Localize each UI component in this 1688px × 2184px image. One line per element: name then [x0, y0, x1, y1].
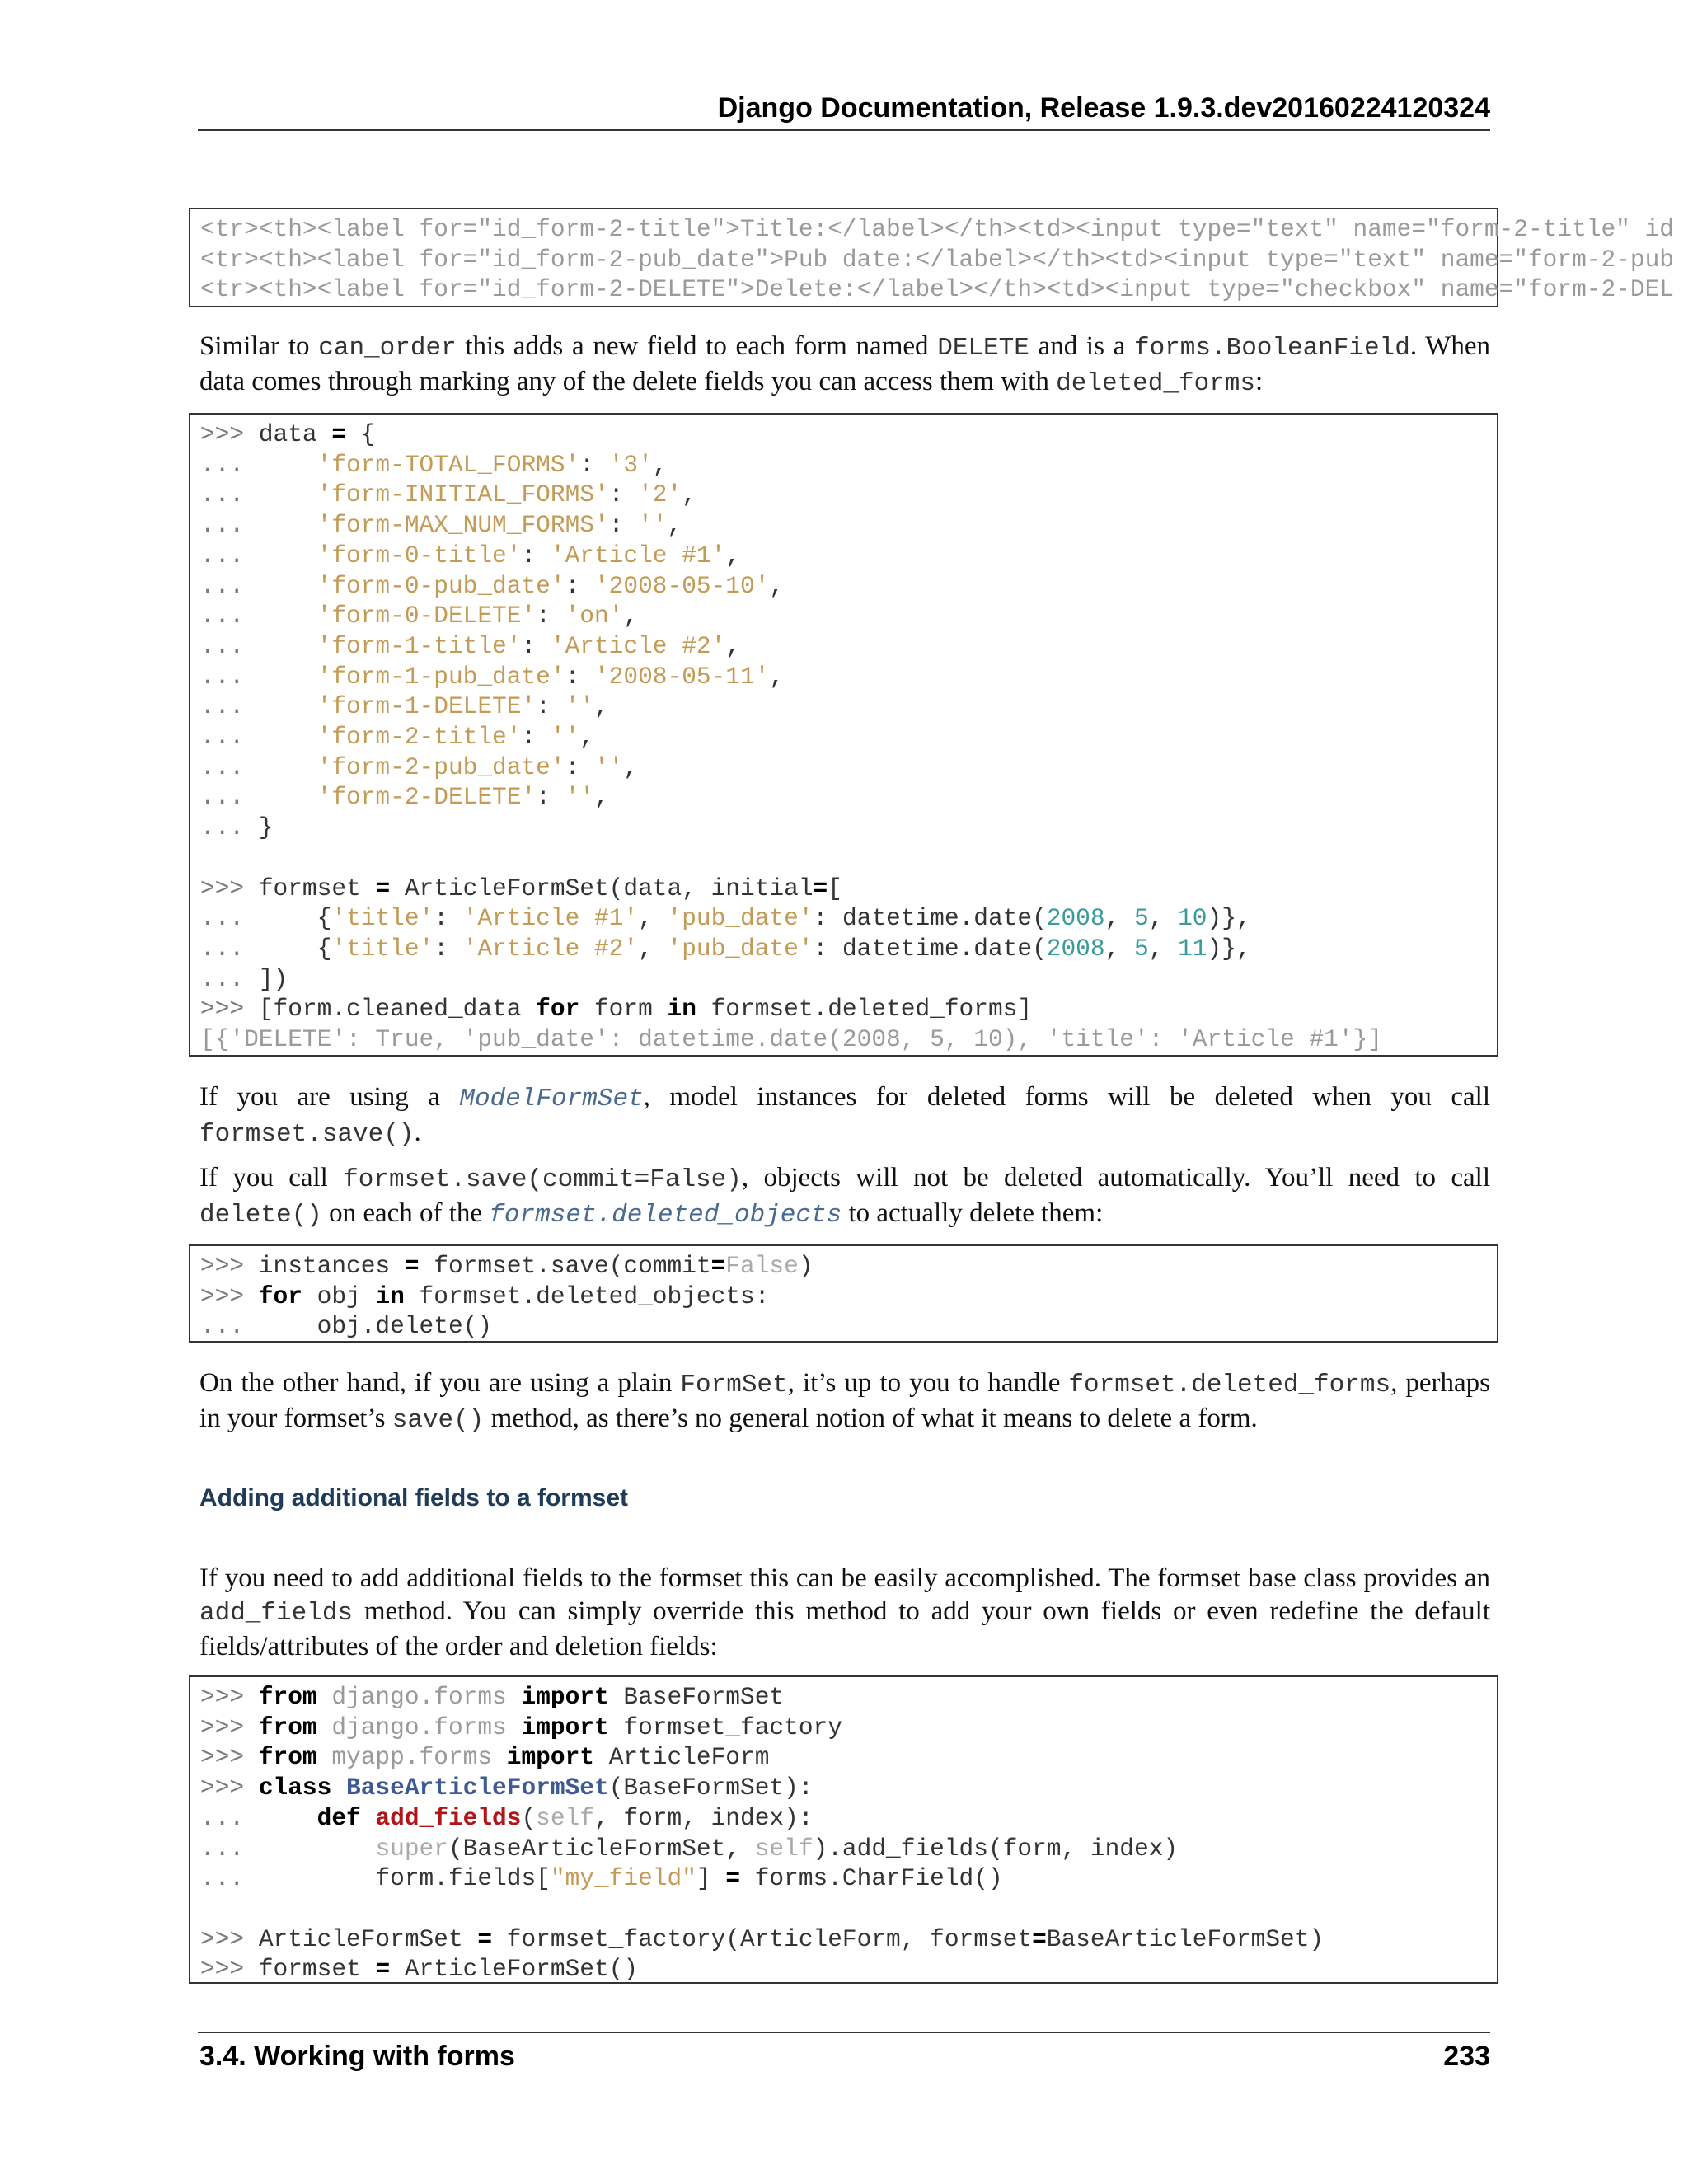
code-line: ... 'form-1-pub_date': '2008-05-11', [200, 662, 785, 691]
code-line: ... 'form-2-DELETE': '', [200, 783, 609, 812]
code-line: ... 'form-1-DELETE': '', [200, 692, 609, 721]
footer-section-title: 3.4. Working with forms [199, 2041, 515, 2072]
code-line: ... 'form-0-pub_date': '2008-05-10', [200, 571, 785, 600]
code-line: <tr><th><label for="id_form-2-title">Title:</label></th><td><input type="text" name="form-2-title" id [200, 215, 1674, 243]
code-line: ... 'form-2-pub_date': '', [200, 752, 639, 781]
code-line: ... 'form-0-DELETE': 'on', [200, 602, 639, 630]
code-line: ... 'form-0-title': 'Article #1', [200, 541, 741, 569]
page-header-title: Django Documentation, Release 1.9.3.dev20160224120324 [717, 92, 1490, 124]
code-block-delete-objects: >>> instances = formset.save(commit=False) >>> for obj in formset.deleted_objects: ... obj.delete() [189, 1244, 1498, 1343]
paragraph-modelformset: If you are using a ModelFormSet, model instances for deleted forms will be deleted when you call formset.save(). [199, 1082, 1490, 1149]
code-block-html-output [189, 208, 1674, 307]
paragraph-deleted-forms: Similar to can_order this adds a new field to each form named DELETE and is a forms.BooleanField. When data comes through marking any of the delete fields you can access them with deleted_forms: [199, 331, 1490, 398]
footer-rule [198, 2032, 1490, 2033]
section-heading: Adding additional fields to a formset [199, 1484, 629, 1511]
code-line: ... 'form-2-title': '', [200, 723, 594, 752]
code-line: ... 'form-TOTAL_FORMS': '3', [200, 450, 668, 479]
code-output: [{'DELETE': True, 'pub_date': datetime.date(2008, 5, 10), 'title': 'Article #1'}] [200, 1025, 1382, 1054]
code-block-formset-data: >>> data = { ... 'form-TOTAL_FORMS': '3', ... 'form-INITIAL_FORMS': '2', ... 'form-MAX_NUM_FORMS': '', ... 'form-0-title': 'Article #1', ... 'form-0-pub_date': '2008-05-10', ... 'form-0-DELETE': 'on', ... 'form-1-title': 'Article #2', ... 'form-1-pub_date': '2008-05-11', ... 'form-1-DELETE': '', ... 'form-2-title': '', ... 'form-2-pub_date': '', ... 'form-2-DELETE': '', ... } >>> formset = ArticleFormSet(data, initial=[ ... {'title': 'Article #1', 'pub_date': datetime.date(2008, 5, 10)}, ... {'title': 'Article #2', 'pub_date': datetime.date(2008, 5, 11)}, ... ]) >>> [form.cleaned_data for form in formset.deleted_forms] [{'DELETE': True, 'pub_date': datetime.date(2008, 5, 10), 'title': 'Article #1'}] [189, 413, 1498, 1057]
code-line: <tr><th><label for="id_form-2-pub_date">Pub date:</label></th><td><input type="text" name="form-2-pub [200, 245, 1674, 274]
page-number: 233 [1443, 2041, 1490, 2072]
code-block-add-fields: >>> from django.forms import BaseFormSet >>> from django.forms import formset_factory >>> from myapp.forms import ArticleForm >>> class BaseArticleFormSet(BaseFormSet): ... def add_fields(self, form, index): ... super(BaseArticleFormSet, self).add_fields(form, index) ... form.fields["my_field"] = forms.CharField() >>> ArticleFormSet = formset_factory(ArticleForm, formset=BaseArticleFormSet) >>> formset = ArticleFormSet() [189, 1675, 1498, 1984]
paragraph-commit-false: If you call formset.save(commit=False), objects will not be deleted automatically. You’ll need to call delete() on each of the formset.deleted_objects to actually delete them: [199, 1163, 1491, 1230]
code-line: <tr><th><label for="id_form-2-DELETE">Delete:</label></th><td><input type="checkbox" name="form-2-DEL [200, 275, 1674, 304]
header-rule [198, 129, 1490, 131]
paragraph-add-fields: If you need to add additional fields to the formset this can be easily accomplished. The formset base class provides an add_fields method. You can simply override this method to add your own fields or even redefine the default fields/attributes of the order and deletion fields: [199, 1563, 1490, 1661]
paragraph-plain-formset: On the other hand, if you are using a plain FormSet, it’s up to you to handle formset.deleted_forms, perhaps in your formset’s save() method, as there’s no general notion of what it means to delete a form. [199, 1368, 1490, 1435]
code-line: ... 'form-MAX_NUM_FORMS': '', [200, 511, 682, 540]
deleted-objects-link[interactable]: formset.deleted_objects [489, 1201, 842, 1230]
modelformset-link[interactable]: ModelFormSet [459, 1085, 644, 1113]
code-line: ... 'form-1-title': 'Article #2', [200, 631, 741, 660]
code-line: ... 'form-INITIAL_FORMS': '2', [200, 480, 696, 509]
